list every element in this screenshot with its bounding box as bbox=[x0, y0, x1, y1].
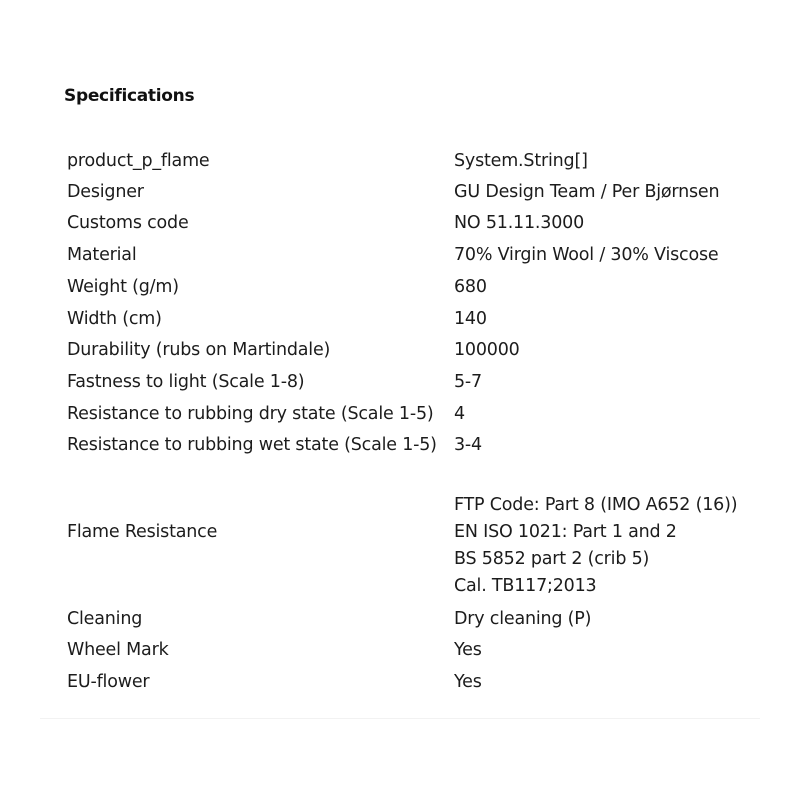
spec-value: 4 bbox=[454, 404, 465, 424]
spec-label: Fastness to light (Scale 1-8) bbox=[67, 372, 305, 392]
spec-label: Weight (g/m) bbox=[67, 277, 179, 297]
spec-label: Width (cm) bbox=[67, 309, 162, 329]
spec-label: EU-flower bbox=[67, 672, 150, 692]
spec-label: Flame Resistance bbox=[67, 522, 218, 542]
divider bbox=[40, 718, 760, 719]
spec-value: GU Design Team / Per Bjørnsen bbox=[454, 182, 720, 202]
spec-label: Customs code bbox=[67, 213, 189, 233]
spec-label: Durability (rubs on Martindale) bbox=[67, 340, 331, 360]
spec-label: product_p_flame bbox=[67, 151, 210, 171]
spec-value: Yes bbox=[454, 640, 482, 660]
page-title: Specifications bbox=[64, 86, 195, 106]
flame-standard: Cal. TB117;2013 bbox=[454, 576, 597, 596]
flame-resistance-values bbox=[454, 492, 737, 600]
spec-value: Dry cleaning (P) bbox=[454, 609, 592, 629]
spec-value: 70% Virgin Wool / 30% Viscose bbox=[454, 245, 719, 265]
flame-standard: BS 5852 part 2 (crib 5) bbox=[454, 549, 650, 569]
spec-label: Cleaning bbox=[67, 609, 143, 629]
spec-label: Designer bbox=[67, 182, 144, 202]
spec-label: Resistance to rubbing wet state (Scale 1-5) bbox=[67, 435, 437, 455]
spec-value: System.String[] bbox=[454, 151, 588, 171]
spec-value: Yes bbox=[454, 672, 482, 692]
spec-value: 5-7 bbox=[454, 372, 482, 392]
spec-label: Wheel Mark bbox=[67, 640, 169, 660]
spec-value: 100000 bbox=[454, 340, 520, 360]
flame-standard: FTP Code: Part 8 (IMO A652 (16)) bbox=[454, 495, 738, 515]
spec-value: 680 bbox=[454, 277, 487, 297]
spec-value: NO 51.11.3000 bbox=[454, 213, 585, 233]
spec-value: 3-4 bbox=[454, 435, 482, 455]
flame-standard: EN ISO 1021: Part 1 and 2 bbox=[454, 522, 677, 542]
spec-value: 140 bbox=[454, 309, 487, 329]
spec-label: Material bbox=[67, 245, 137, 265]
spec-label: Resistance to rubbing dry state (Scale 1-5) bbox=[67, 404, 434, 424]
